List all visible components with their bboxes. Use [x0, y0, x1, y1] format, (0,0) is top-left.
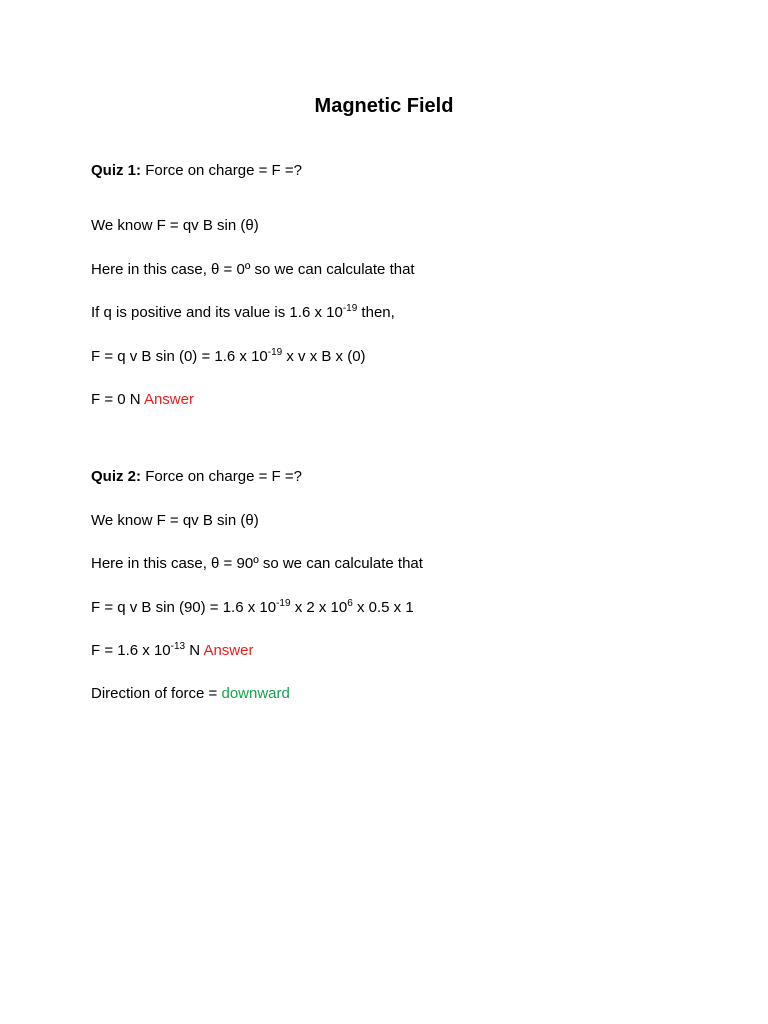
- quiz1-formula: We know F = qv B sin (θ): [91, 217, 259, 234]
- quiz1-calc-line: [91, 347, 366, 367]
- quiz2-calc-line: [91, 598, 414, 618]
- quiz2-case-prefix: Here in this case, θ = 90: [91, 555, 254, 572]
- quiz2-calc-exponent-2: 6: [347, 598, 353, 609]
- quiz1-calc-exponent: -19: [267, 347, 283, 358]
- quiz2-direction-label: Direction of force =: [91, 685, 222, 702]
- quiz1-question-line: [91, 161, 302, 181]
- quiz2-result-exponent: -13: [170, 641, 186, 652]
- quiz1-case-degree: º: [244, 261, 251, 278]
- quiz2-result-prefix: F = 1.6 x 10: [91, 642, 171, 659]
- quiz2-formula: We know F = qv B sin (θ): [91, 512, 259, 529]
- quiz1-charge-exponent: -19: [342, 303, 358, 314]
- quiz2-case-line: [91, 554, 423, 574]
- quiz2-calc-exponent-1: -19: [276, 598, 291, 609]
- quiz2-calc-mid: x 2 x 10: [290, 599, 348, 616]
- quiz1-charge-prefix: If q is positive and its value is 1.6 x 10: [91, 304, 343, 321]
- quiz1-case-prefix: Here in this case, θ = 0: [91, 261, 245, 278]
- quiz1-result: F = 0 N: [91, 391, 144, 408]
- quiz1-charge-suffix: then,: [357, 304, 395, 321]
- quiz2-direction-value: downward: [221, 685, 290, 702]
- quiz1-question: Force on charge = F =?: [145, 162, 302, 179]
- quiz2-question-line: [91, 467, 302, 487]
- page-title: Magnetic Field: [314, 95, 454, 117]
- quiz2-case-suffix: so we can calculate that: [258, 555, 423, 572]
- quiz2-result-line: [91, 641, 253, 661]
- quiz1-case-suffix: so we can calculate that: [250, 261, 415, 278]
- quiz2-answer-label: Answer: [203, 642, 254, 659]
- quiz1-answer-label: Answer: [143, 391, 194, 408]
- quiz1-calc-prefix: F = q v B sin (0) = 1.6 x 10: [91, 348, 268, 365]
- quiz1-result-line: [91, 390, 194, 410]
- quiz2-result-suffix: N: [185, 642, 204, 659]
- quiz2-direction-line: [91, 684, 290, 704]
- quiz1-charge-line: [91, 303, 395, 323]
- quiz2-question: Force on charge = F =?: [145, 468, 302, 485]
- quiz1-case-line: [91, 260, 415, 280]
- quiz2-calc-suffix: x 0.5 x 1: [352, 599, 414, 616]
- quiz2-calc-prefix: F = q v B sin (90) = 1.6 x 10: [91, 599, 277, 616]
- quiz1-label: Quiz 1:: [91, 162, 142, 179]
- quiz2-label: Quiz 2:: [91, 468, 142, 485]
- quiz2-case-degree: º: [253, 555, 259, 572]
- quiz1-calc-suffix: x v x B x (0): [282, 348, 366, 365]
